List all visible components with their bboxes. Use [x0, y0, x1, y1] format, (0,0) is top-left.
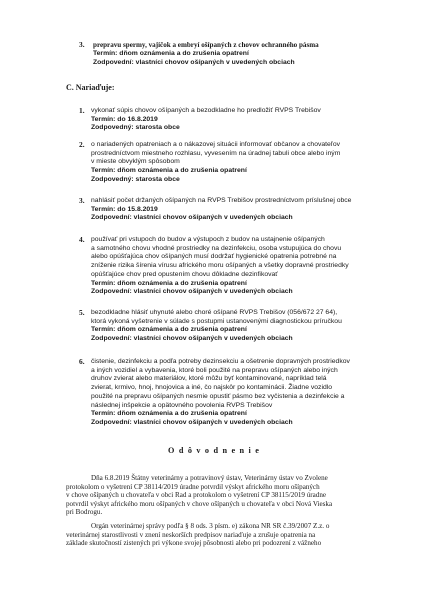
item-number: 4.	[79, 235, 85, 244]
paragraph-line: Dňa 6.8.2019 Štátny veterinárny a potravinový ústav, Veterinárny ústav vo Zvolene	[91, 474, 328, 482]
item-text-line: vykonať súpis chovov ošípaných a bezodkladne ho predložiť RVPS Trebišov	[91, 107, 321, 114]
item-text-line: nahlásiť počet držaných ošípaných na RVPS Trebišov prostredníctvom príslušnej obce	[91, 197, 352, 204]
item-termin: Termín: do 16.8.2019	[91, 115, 158, 123]
paragraph-line: v chove ošípaných u chovateľa v obci Rad a protokolom o vyšetrení CP 38115/2019 úradne	[66, 491, 327, 500]
odovodnenie-title: O d ô v o d n e n i e	[168, 446, 261, 455]
item-zodpovedni: Zodpovední: vlastníci chovov ošípaných v uvedených obciach	[91, 418, 293, 426]
item-termin: Termín: dňom oznámenia a do zrušenia opatrení	[93, 50, 249, 57]
item-zodpovedni: Zodpovední: vlastníci chovov ošípaných v uvedených obciach	[91, 214, 293, 222]
item-text-line: použité na prepravu ošípaných nesmie opustiť pásmo bez vyčistenia a dezinfekcie a	[91, 392, 345, 400]
section-c-header: C. Nariaďuje:	[66, 83, 115, 92]
paragraph-line: Orgán veterinárnej správy podľa § 8 ods. 3 písm. e) zákona NR SR č.39/2007 Z.z. o	[91, 522, 330, 530]
item-number: 6.	[79, 357, 85, 366]
item-text-line: opúšťajúce chov pred opustením chovu dôkladne dezinfikovať	[91, 270, 278, 278]
paragraph-line: protokolom o vyšetrení CP 38114/2019 úradne potvrdil výskyt afrického moru ošípaných	[66, 482, 320, 491]
paragraph-line: pri Bodrogu.	[66, 508, 103, 517]
item-text-line: o nariadených opatreniach a o nákazovej situácii informovať občanov a chovateľov	[91, 141, 340, 148]
paragraph-line: potvrdil výskyt afrického moru ošípaných v chove ošípaných u chovateľa v obci Nová Vieska	[66, 499, 333, 508]
item-termin: Termín: dňom oznámenia a do zrušenia opatrení	[91, 410, 247, 418]
item-zodpovedni: Zodpovední: vlastníci chovov ošípaných v uvedených obciach	[91, 335, 293, 343]
item-text-line: následnej inšpekcie a opätovného povolenia RVPS Trebišov	[91, 401, 273, 409]
item-text-line: zvierat, krmivo, hnoj, hnojovica a iné, čo najskôr po kontaminácii. Žiadne vozidlo	[91, 384, 333, 392]
item-text-line: prostredníctvom miestneho rozhlasu, vyvesením na úradnej tabuli obce alebo iným	[91, 149, 341, 157]
item-termin: Termín: dňom oznámenia a do zrušenia opatrení	[91, 279, 247, 287]
item-text-line: druhov zvierat alebo materiálov, ktoré môžu byť kontaminované, napríklad telá	[91, 375, 327, 383]
item-number: 3.	[79, 196, 85, 205]
item-number: 1.	[79, 106, 85, 115]
item-zodpovedni: Zodpovední: vlastníci chovov ošípaných v uvedených obciach	[93, 59, 295, 66]
item-text-line: alebo opúšťajúca chov ošípaných musí dodržať hygienické opatrenia potrebné na	[91, 253, 337, 261]
item-text-line: ktorá vykoná vyšetrenie v súlade s postupmi ustanovenými diagnostickou príručkou	[91, 317, 342, 325]
item-zodpovedni: Zodpovedný: starosta obce	[91, 175, 180, 183]
paragraph-line: veterinárnej starostlivosti v znení neskorších predpisov nariaďuje a zrušuje opatrenia na	[66, 530, 316, 539]
item-text-line: a samotného chovu vhodné prostriedky na dezinfekciu, osoba vstupujúca do chovu	[91, 244, 342, 252]
item-zodpovedni: Zodpovední: vlastníci chovov ošípaných v uvedených obciach	[91, 288, 293, 296]
item-termin: Termín: dňom oznámenia a do zrušenia opatrení	[91, 326, 247, 334]
item-text-line: zníženie rizika šírenia vírusu afrického moru ošípaných a všetky dopravné prostriedky	[91, 262, 349, 270]
item-number: 3.	[79, 40, 85, 49]
item-text-line: bezodkladne hlásiť uhynuté alebo choré ošípané RVPS Trebišov (056/672 27 64),	[91, 309, 338, 316]
item-number: 2.	[79, 140, 85, 149]
item-text-line: a iných vozidiel a vybavenia, ktoré boli použité na prepravu ošípaných alebo iných	[91, 366, 338, 374]
paragraph-line: základe skutočností zistených pri výkone svojej pôsobnosti alebo pri podozrení z vážneho	[66, 539, 322, 548]
item-text-line: v mieste obvyklým spôsobom	[91, 158, 180, 166]
item-termin: Termín: do 15.8.2019	[91, 205, 158, 213]
item-text: prepravu spermy, vajíčok a embryí ošípaných z chovov ochranného pásma	[93, 41, 319, 49]
item-termin: Termín: dňom oznámenia a do zrušenia opatrení	[91, 167, 247, 175]
item-text-line: čistenie, dezinfekciu a podľa potreby dezinsekciu a ošetrenie dopravných prostriedkov	[91, 358, 350, 365]
item-text-line: používať pri vstupoch do budov a výstupoch z budov na ustajnenie ošípaných	[91, 236, 325, 243]
item-number: 5.	[79, 308, 85, 317]
item-zodpovedni: Zodpovedný: starosta obce	[91, 124, 180, 132]
